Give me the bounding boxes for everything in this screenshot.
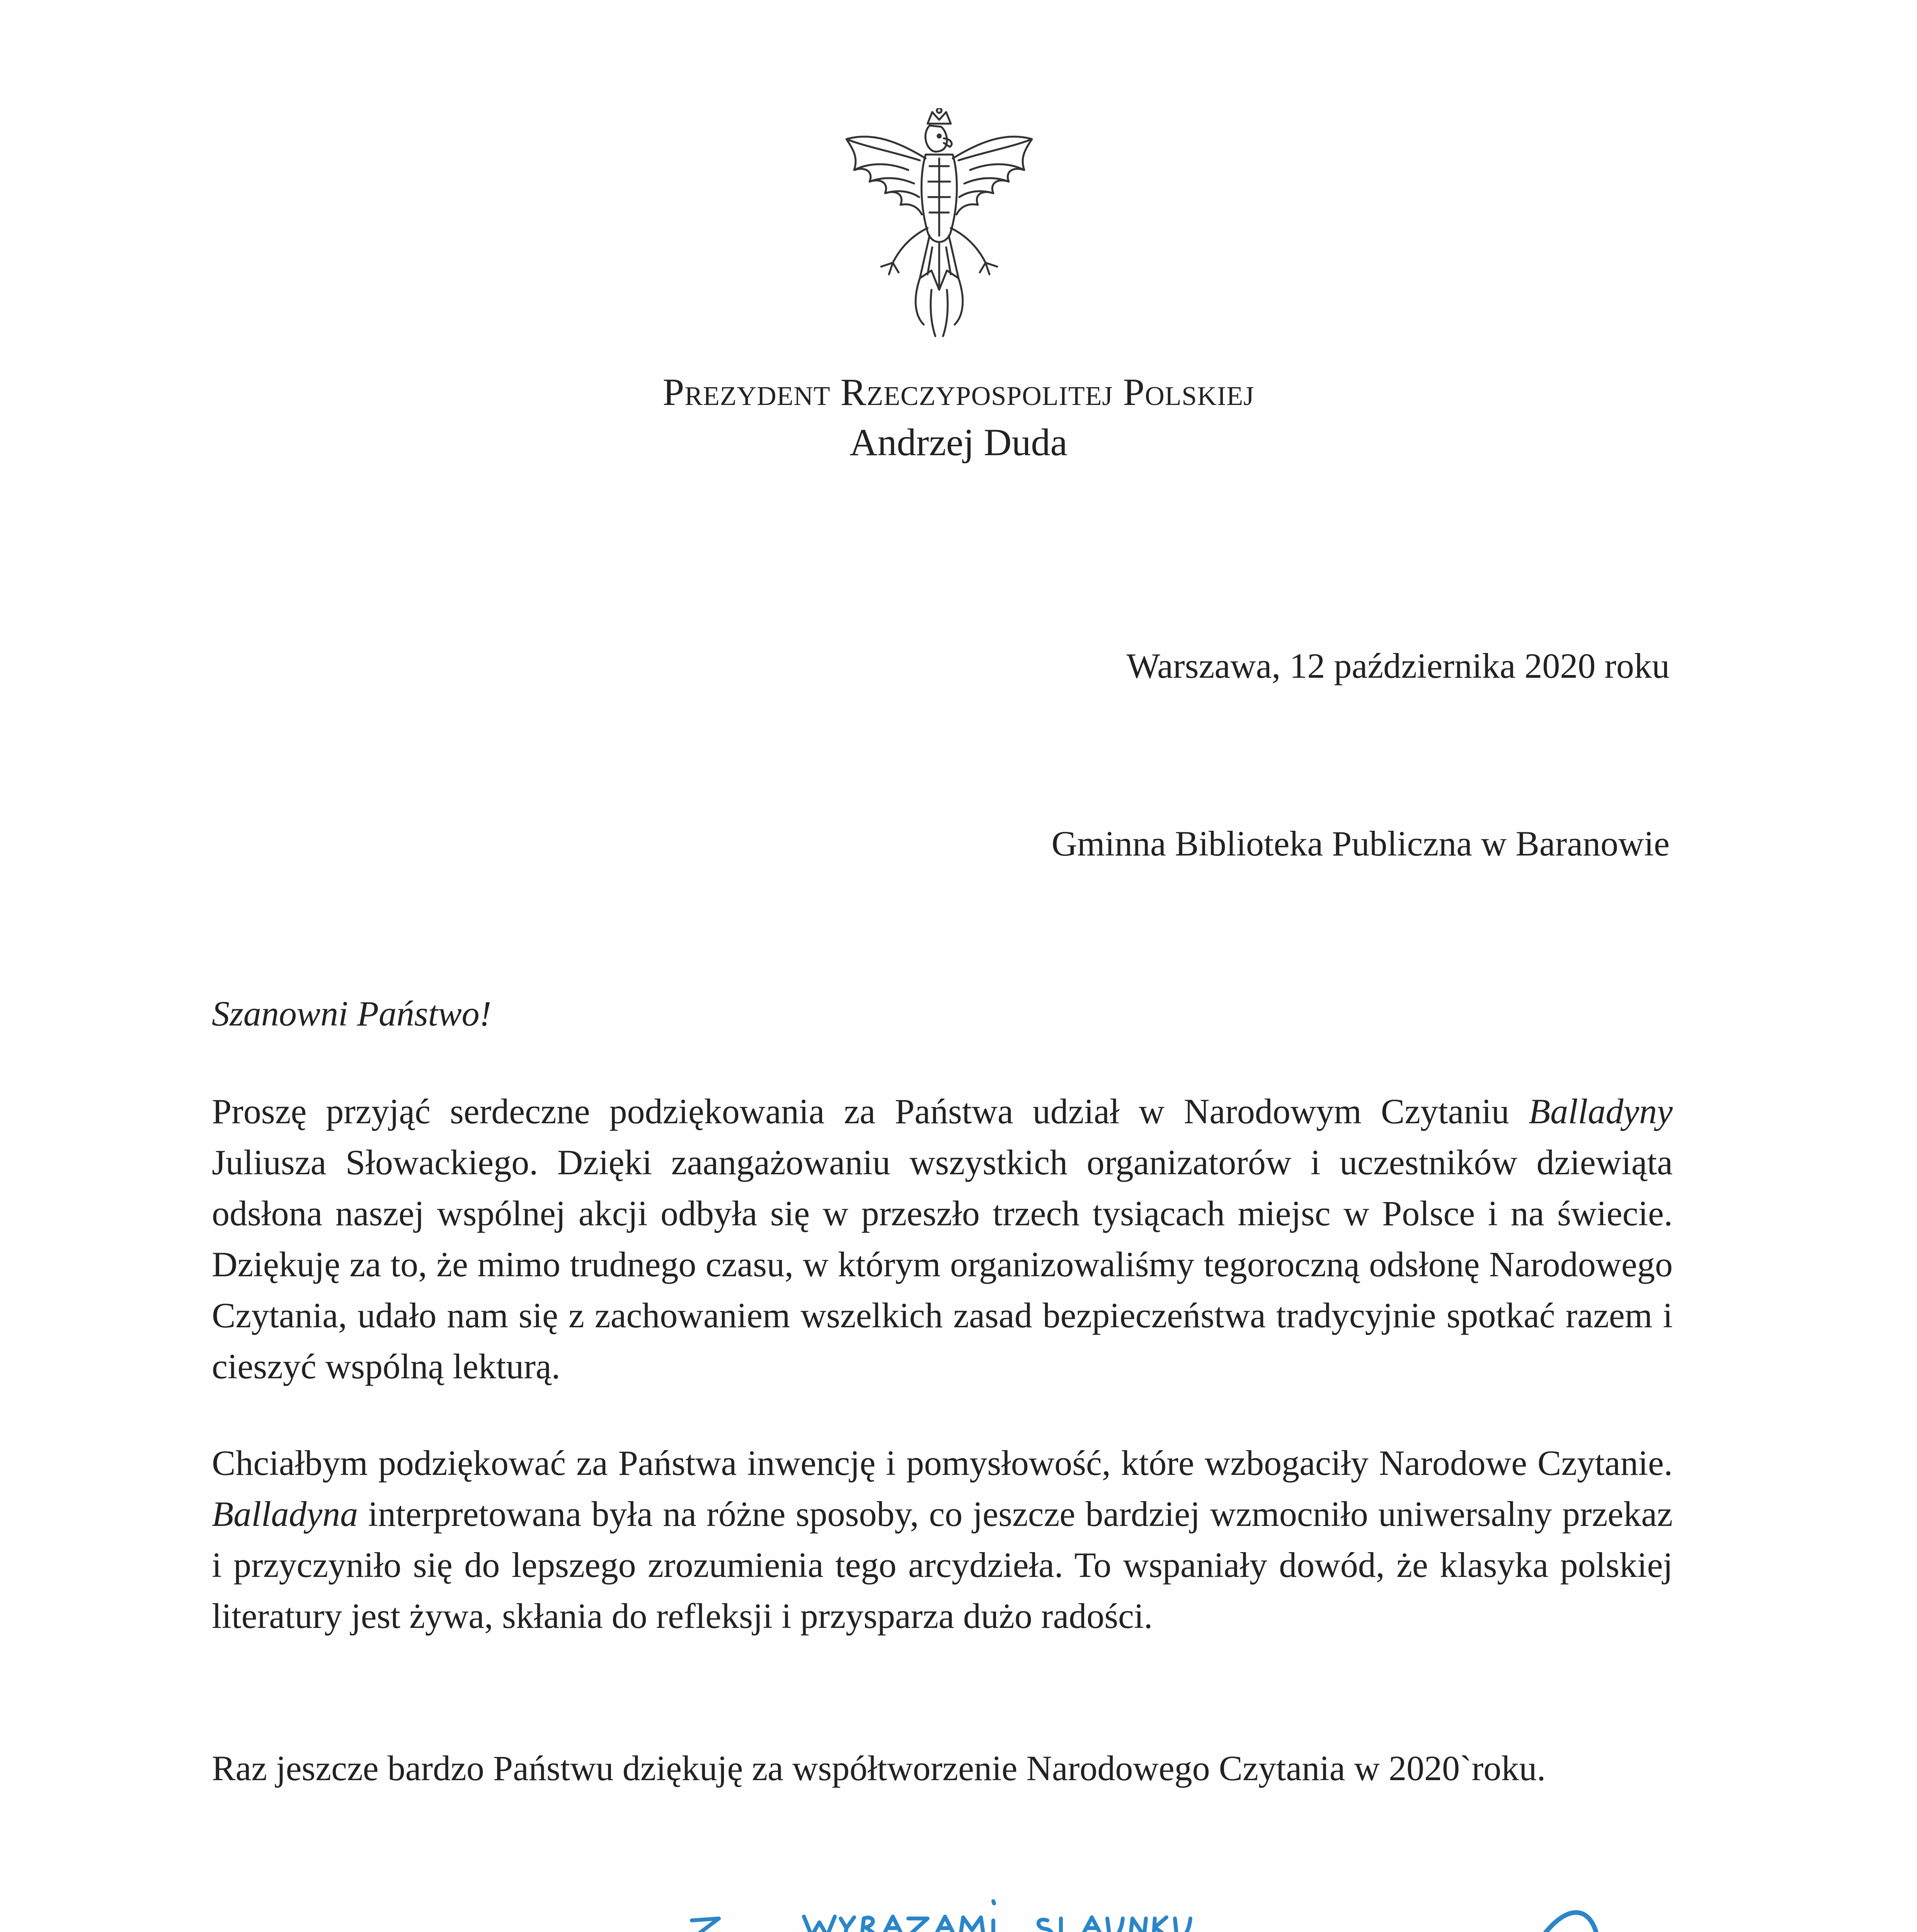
polish-eagle-emblem-icon	[831, 108, 1047, 340]
paragraph-1-text-b: Juliusza Słowackiego. Dzięki zaangażowaniu wszystkich organizatorów i uczestników dziewiąta odsłona naszej wspólnej akcji odbyła się w przeszło trzech tysiącach miejsc w Polsce i na świecie. Dziękuję za to, że mimo trudnego czasu, w którym organizowaliśmy tegoroczną odsłonę Narodowego Czytania, udało nam się z zachowaniem wszelkich zasad bezpieczeństwa tradycyjnie spotkać razem i cieszyć wspólną lekturą.	[212, 1143, 1673, 1386]
president-name: Andrzej Duda	[850, 421, 1067, 464]
paragraph-3: Raz jeszcze bardzo Państwu dziękuję za współtworzenie Narodowego Czytania w 2020`roku.	[212, 1748, 1546, 1788]
letter-date: Warszawa, 12 października 2020 roku	[1126, 646, 1670, 685]
salutation: Szanowni Państwo!	[212, 994, 492, 1033]
paragraph-1	[212, 1086, 1673, 1392]
paragraph-2-text-b: interpretowana była na różne sposoby, co jeszcze bardziej wzmocniło uniwersalny przekaz i przyczyniło się do lepszego zrozumienia tego arcydzieła. To wspaniały dowód, że klasyka polskiej literatury jest żywa, skłania do refleksji i przysparza dużo radości.	[212, 1494, 1673, 1636]
signature	[1082, 1886, 1623, 1932]
paragraph-2-title: Balladyna	[212, 1494, 358, 1534]
paragraph-2	[212, 1437, 1673, 1641]
paragraph-1-title: Balladyny	[1529, 1092, 1673, 1131]
paragraph-1-text-a: Proszę przyjąć serdeczne podziękowania za Państwa udział w Narodowym Czytaniu	[212, 1092, 1529, 1131]
office-title: Prezydent Rzeczypospolitej Polskiej	[662, 371, 1255, 413]
recipient: Gminna Biblioteka Publiczna w Baranowie	[1051, 824, 1670, 863]
paragraph-2-text-a: Chciałbym podziękować za Państwa inwencję i pomysłowość, które wzbogaciły Narodowe Czytanie.	[212, 1443, 1673, 1483]
letterhead	[0, 367, 1917, 468]
